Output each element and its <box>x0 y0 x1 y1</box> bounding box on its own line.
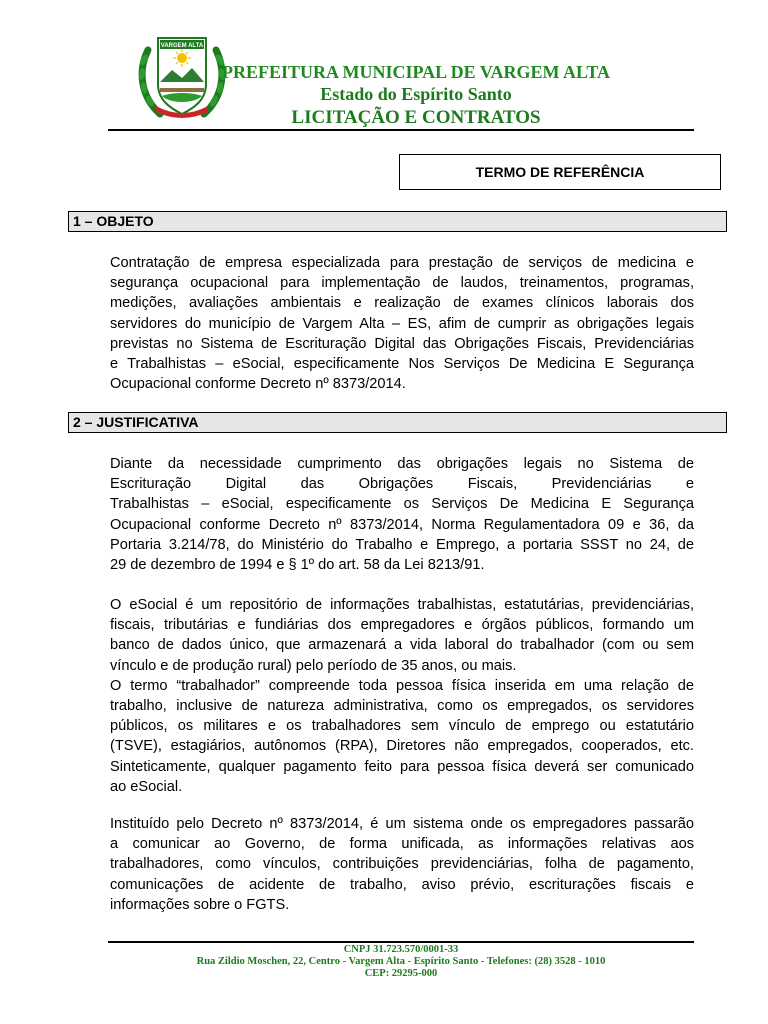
justificativa-paragraph-2 <box>110 595 694 797</box>
text-line: Instituído pelo Decreto nº 8373/2014, é um sistema onde os empregadores passarão <box>110 816 694 832</box>
document-title-box <box>399 154 721 190</box>
text-line: Ocupacional conforme Decreto nº 8373/2014. <box>110 376 406 393</box>
justificativa-paragraph-3 <box>110 814 694 915</box>
text-line: previstas no Sistema de Escrituração Digital das Obrigações Fiscais, Previdenciárias <box>110 335 694 352</box>
footer-divider <box>108 941 694 943</box>
text-line: Ocupacional conforme Decreto nº 8373/2014, Norma Regulamentadora 09 e 36, da <box>110 516 694 533</box>
text-line: Escrituração Digital das Obrigações Fiscais, Previdenciárias e <box>110 476 694 493</box>
footer-address: Rua Zildio Moschen, 22, Centro - Vargem Alta - Espírito Santo - Telefones: (28) 3528 - 1010 <box>196 956 606 967</box>
logo-text: VARGEM ALTA <box>160 43 204 49</box>
footer-cep: CEP: 29295-000 <box>364 968 438 979</box>
municipality-title: PREFEITURA MUNICIPAL DE VARGEM ALTA <box>221 62 611 82</box>
text-line: trabalhadores, como vínculos, contribuições previdenciárias, folha de pagamento, <box>110 856 694 873</box>
header-divider <box>108 129 694 131</box>
text-line: Contratação de empresa especializada para prestação de serviços de medicina e <box>110 255 694 271</box>
text-line: segurança ocupacional para implementação de laudos, treinamentos, programas, <box>110 275 694 292</box>
text-line: trabalho, inclusive de natureza administrativa, como os empregados, os servidores <box>110 698 694 715</box>
text-line: públicos, os militares e os trabalhadores sem vínculo de emprego ou estatutário <box>110 718 694 735</box>
section-heading-objeto: 1 – OBJETO <box>68 211 727 232</box>
text-line: comunicações de acidente de trabalho, aviso prévio, escriturações fiscais e <box>110 876 694 893</box>
text-line: a comunicar ao Governo, de forma unificada, as informações relativas aos <box>110 836 694 853</box>
text-line: Portaria 3.214/78, do Ministério do Trabalho e Emprego, a portaria SSST no 24, de <box>110 536 694 553</box>
text-line: O termo “trabalhador” compreende toda pessoa física inserida em uma relação de <box>110 677 694 694</box>
text-line: banco de dados único, que armazenará a vida laboral do trabalhador (com ou sem <box>110 637 694 654</box>
text-line: informações sobre o FGTS. <box>110 896 290 913</box>
text-line: (TSVE), estagiários, autônomos (RPA), Diretores não empregados, cooperados, etc. <box>110 738 694 755</box>
section-heading-justificativa: 2 – JUSTIFICATIVA <box>68 412 727 433</box>
text-line: medições, avaliações ambientais e realização de exames clínicos laborais dos <box>110 295 694 312</box>
footer-cnpj: CNPJ 31.723.570/0001-33 <box>343 944 459 955</box>
text-line: e Trabalhistas – eSocial, especificamente Nos Serviços De Medicina E Segurança <box>110 356 694 373</box>
text-line: fiscais, tributárias e fundiárias dos empregadores e órgãos públicos, formando um <box>110 617 694 634</box>
state-subtitle: Estado do Espírito Santo <box>320 84 512 104</box>
text-line: servidores do município de Vargem Alta – ES, afim de cumprir as obrigações legais <box>110 315 694 332</box>
text-line: vínculo e de produção rural) pelo período de 35 anos, ou mais. <box>110 657 517 674</box>
text-line: O eSocial é um repositório de informações trabalhistas, estatutárias, previdenciárias, <box>110 597 694 613</box>
document-title: TERMO DE REFERÊNCIA <box>475 164 645 180</box>
text-line: 29 de dezembro de 1994 e § 1º do art. 58 da Lei 8213/91. <box>110 557 485 574</box>
text-line: Diante da necessidade cumprimento das obrigações legais no Sistema de <box>110 456 694 472</box>
justificativa-paragraph-1 <box>110 454 694 575</box>
text-line: Trabalhistas – eSocial, especificamente os Serviços De Medicina E Segurança <box>110 496 694 513</box>
text-line: Sinteticamente, qualquer pagamento feito para pessoa física deverá ser comunicado <box>110 758 694 775</box>
objeto-paragraph <box>110 253 694 394</box>
department-title: LICITAÇÃO E CONTRATOS <box>291 107 541 128</box>
text-line: ao eSocial. <box>110 778 183 795</box>
